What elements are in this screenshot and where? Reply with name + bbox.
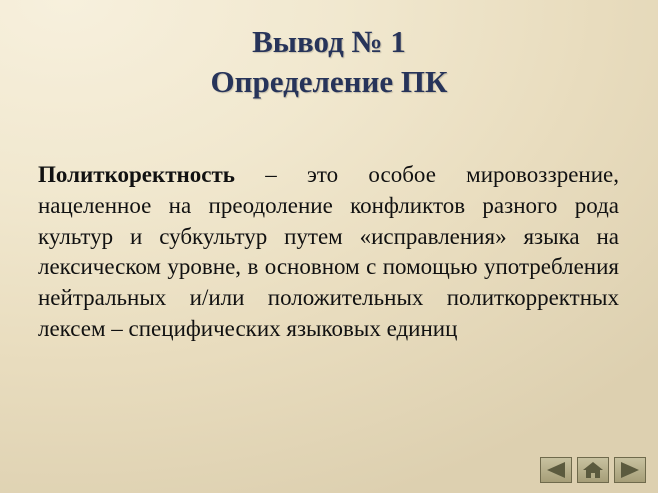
home-icon — [582, 461, 604, 479]
next-slide-button[interactable] — [614, 457, 646, 483]
arrow-left-icon — [545, 461, 567, 479]
defined-term: Политкоректность — [38, 162, 235, 187]
home-button[interactable] — [577, 457, 609, 483]
slide-title-block — [0, 22, 658, 102]
arrow-right-icon — [619, 461, 641, 479]
slide-navigation — [540, 457, 646, 483]
previous-slide-button[interactable] — [540, 457, 572, 483]
slide-subtitle: Определение ПК — [210, 64, 448, 99]
definition-text: – это особое мировоззрение, нацеленное на преодоление конфликтов разного рода культур и субкультур путем «исправления» языка на лексическом уровне, в основном с помощью употребления нейтральных и/или положительных политкорректных лексем – специфических языковых единиц — [38, 162, 619, 341]
slide-title: Вывод № 1 — [252, 24, 406, 59]
definition-paragraph — [38, 160, 619, 345]
